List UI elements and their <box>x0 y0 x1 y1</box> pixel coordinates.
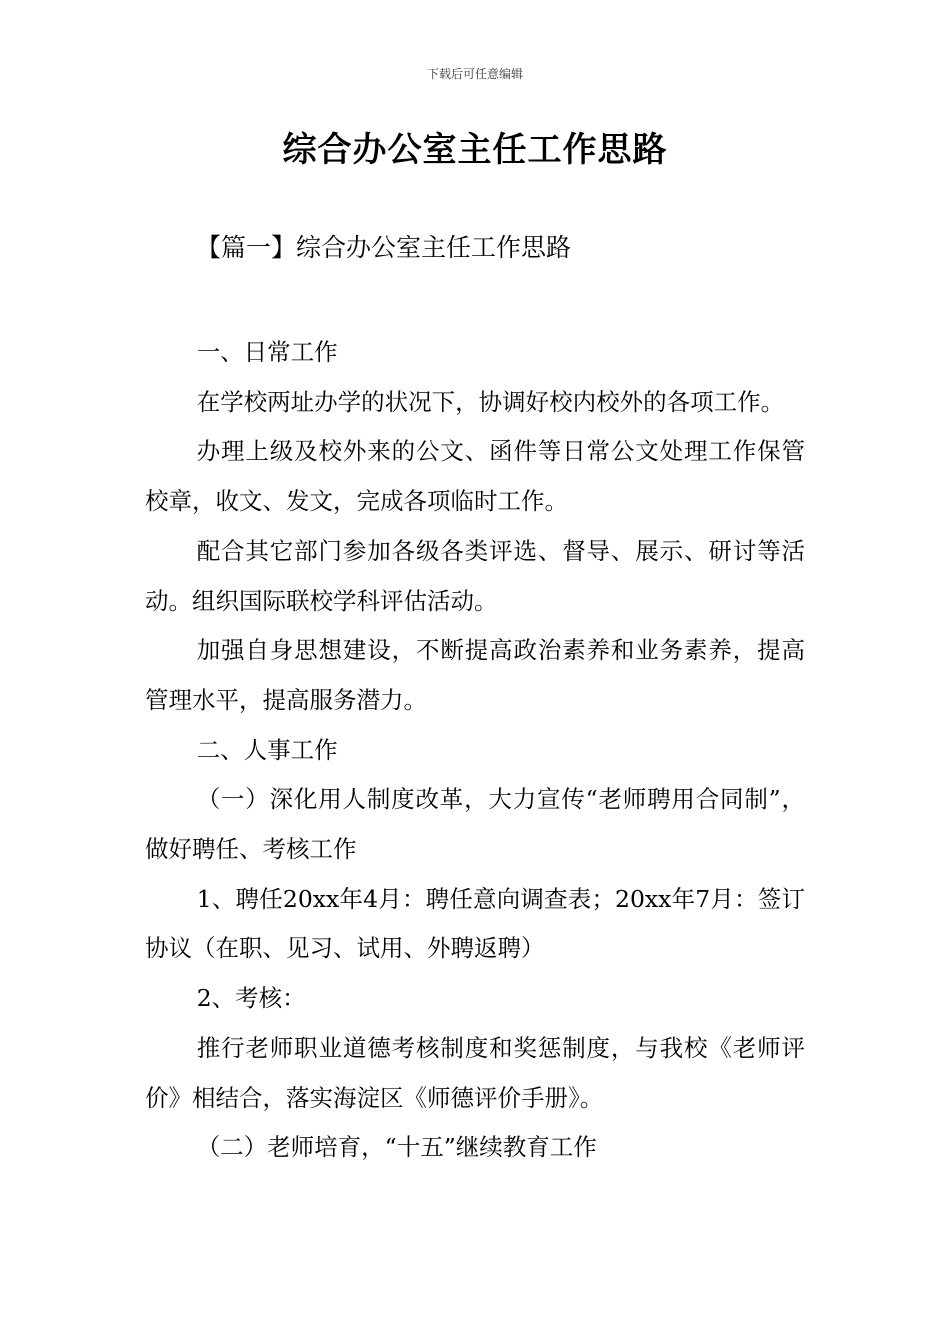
paragraph: 2、考核： <box>196 984 306 1013</box>
paragraph-heading-personnel-work: 二、人事工作 <box>196 735 338 764</box>
paragraph: （二）老师培育，“十五”继续教育工作 <box>196 1133 597 1162</box>
header-note: 下载后可任意编辑 <box>426 67 523 81</box>
paragraph: 加强自身思想建设，不断提高政治素养和业务素养，提高管理水平，提高服务潜力。 <box>145 636 805 714</box>
paragraph: （一）深化用人制度改革，大力宣传“老师聘用合同制”，做好聘任、考核工作 <box>145 785 805 864</box>
paragraph: 在学校两址办学的状况下，协调好校内校外的各项工作。 <box>196 387 785 416</box>
paragraph-heading-daily-work: 一、日常工作 <box>196 338 338 366</box>
paragraph: 1、聘任20xx年4月：聘任意向调查表；20xx年7月：签订协议（在职、见习、试用、外聘返聘） <box>145 884 805 963</box>
paragraph: 推行老师职业道德考核制度和奖惩制度，与我校《老师评价》相结合，落实海淀区《师德评价手册》。 <box>145 1033 805 1112</box>
paragraph: 办理上级及校外来的公文、函件等日常公文处理工作保管校章，收文、发文，完成各项临时工作。 <box>145 437 805 516</box>
section-subtitle: 【篇一】综合办公室主任工作思路 <box>196 233 572 262</box>
body-text <box>145 328 805 1173</box>
paragraph: 配合其它部门参加各级各类评选、督导、展示、研讨等活动。组织国际联校学科评估活动。 <box>145 536 805 615</box>
document-title: 综合办公室主任工作思路 <box>282 130 668 170</box>
